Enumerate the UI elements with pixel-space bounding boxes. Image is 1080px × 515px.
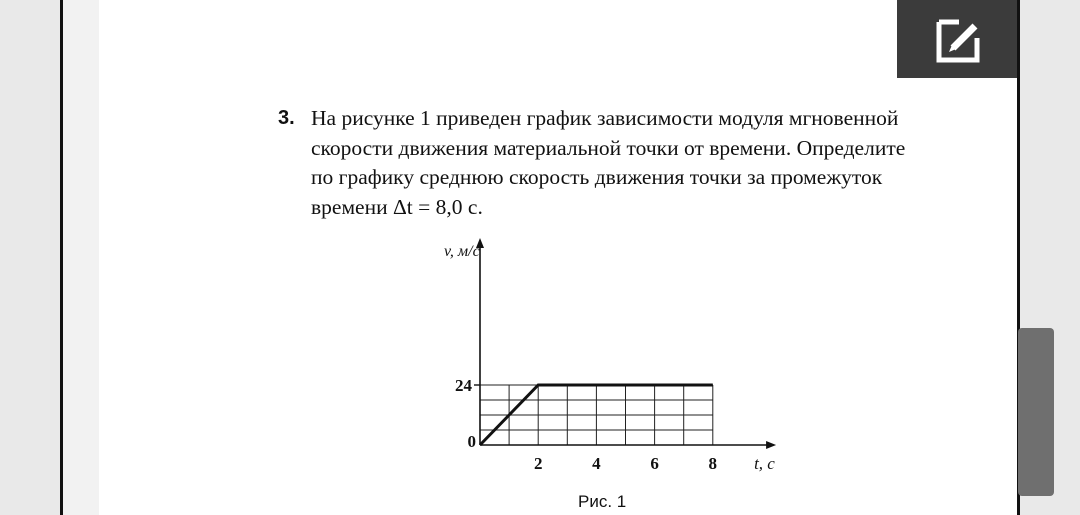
x-tick-label: 6 [650, 454, 659, 473]
x-axis-label: t, c [754, 454, 775, 473]
origin-label: 0 [467, 432, 476, 451]
x-tick-label: 2 [533, 454, 543, 473]
x-axis-arrow [766, 441, 776, 449]
scrollbar-thumb[interactable] [1018, 328, 1054, 496]
problem-line: по графику среднюю скорость движения точки за промежуток [311, 165, 883, 189]
y-tick-label: 24 [455, 376, 472, 395]
page-left-margin [63, 0, 99, 515]
y-axis-label: v, м/с [444, 243, 480, 260]
problem-number: 3. [278, 107, 295, 129]
problem-line: скорости движения материальной точки от времени. Определите [311, 135, 906, 160]
edit-icon [927, 14, 987, 64]
problem-line: времени Δt = 8,0 с. [311, 194, 483, 219]
problem-line: На рисунке 1 приведен график зависимости модуля мгновенной [311, 106, 899, 130]
figure-caption: Рис. 1 [578, 492, 627, 511]
velocity-time-chart [420, 230, 800, 480]
x-tick-label: 8 [708, 454, 718, 473]
problem-text-block [278, 104, 958, 222]
velocity-time-figure [420, 230, 800, 480]
edit-button[interactable] [897, 0, 1017, 78]
x-tick-label: 4 [592, 454, 601, 473]
